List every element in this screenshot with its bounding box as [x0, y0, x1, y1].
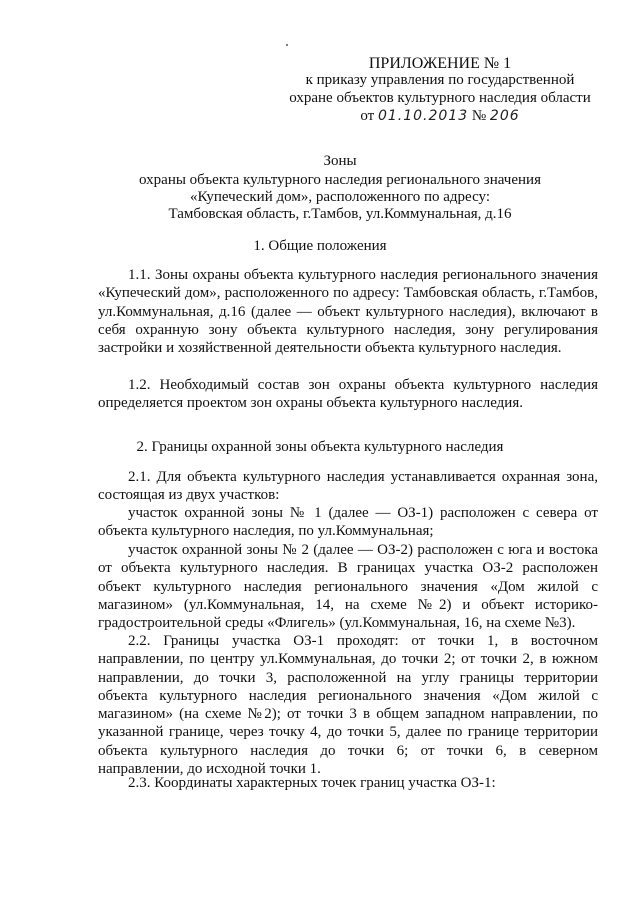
paragraph-1-1: 1.1. Зоны охраны объекта культурного наследия регионального значения «Купеческий дом», расположенного по адресу: Тамбовская область, г.Тамбов, ул.Коммунальная, д.16 (далее — объект культурного наследия), включают в себя охранную зону объекта культурного наследия, зону регулирования застройки и хозяйственной деятельности объекта культурного наследия.	[98, 267, 598, 357]
section-1-heading: 1. Общие положения	[253, 238, 387, 254]
appendix-title: ПРИЛОЖЕНИЕ № 1	[368, 55, 512, 72]
date-prefix: от	[360, 108, 375, 124]
paragraph-2-1-a: участок охранной зоны № 1 (далее — ОЗ-1) расположен с севера от объекта культурного наследия, по ул.Коммунальная;	[98, 505, 598, 540]
paragraph-2-1: 2.1. Для объекта культурного наследия устанавливается охранная зона, состоящая из двух участков:	[98, 469, 598, 504]
appendix-order-line: к приказу управления по государственной	[305, 72, 575, 88]
paragraph-2-3: 2.3. Координаты характерных точек границ участка ОЗ-1:	[128, 775, 496, 791]
doc-title-line-1: Зоны	[323, 153, 357, 169]
handwritten-date: 01.10.2013	[377, 108, 469, 124]
doc-title-line-2: охраны объекта культурного наследия регионального значения	[139, 172, 541, 188]
doc-title-line-3: «Купеческий дом», расположенного по адресу:	[189, 189, 491, 205]
section-2-heading: 2. Границы охранной зоны объекта культурного наследия	[136, 439, 504, 455]
paragraph-2-1-b: участок охранной зоны № 2 (далее — ОЗ-2) расположен с юга и востока от объекта культурного наследия. В границах участка ОЗ-2 расположен объект культурного наследия регионального значения «Дом жилой с магазином» (ул.Коммунальная, 14, на схеме №2) и объект историко-градостроительной среды «Флигель» (ул.Коммунальная, 16, на схеме №3).	[98, 542, 598, 632]
handwritten-number: 206	[489, 108, 520, 124]
appendix-department-line: охране объектов культурного наследия области	[289, 90, 591, 106]
number-sign: №	[471, 108, 487, 124]
appendix-date-line	[260, 107, 620, 126]
doc-title-line-4: Тамбовская область, г.Тамбов, ул.Коммунальная, д.16	[168, 206, 512, 222]
paragraph-1-2: 1.2. Необходимый состав зон охраны объекта культурного наследия определяется проектом зон охраны объекта культурного наследия.	[98, 377, 598, 412]
paragraph-2-2: 2.2. Границы участка ОЗ-1 проходят: от точки 1, в восточном направлении, по центру ул.Коммунальная, до точки 2; от точки 2, в южном направлении, до точки 3, расположенной на углу границы территории объекта культурного наследия регионального значения «Дом жилой с магазином» (на схеме №2); от точки 3 в общем западном направлении, по указанной границе, через точку 4, до точки 5, далее по границе территории объекта культурного наследия до точки 6; от точки 6, в северном направлении, до исходной точки 1.	[98, 633, 598, 778]
scan-speck	[286, 44, 288, 46]
